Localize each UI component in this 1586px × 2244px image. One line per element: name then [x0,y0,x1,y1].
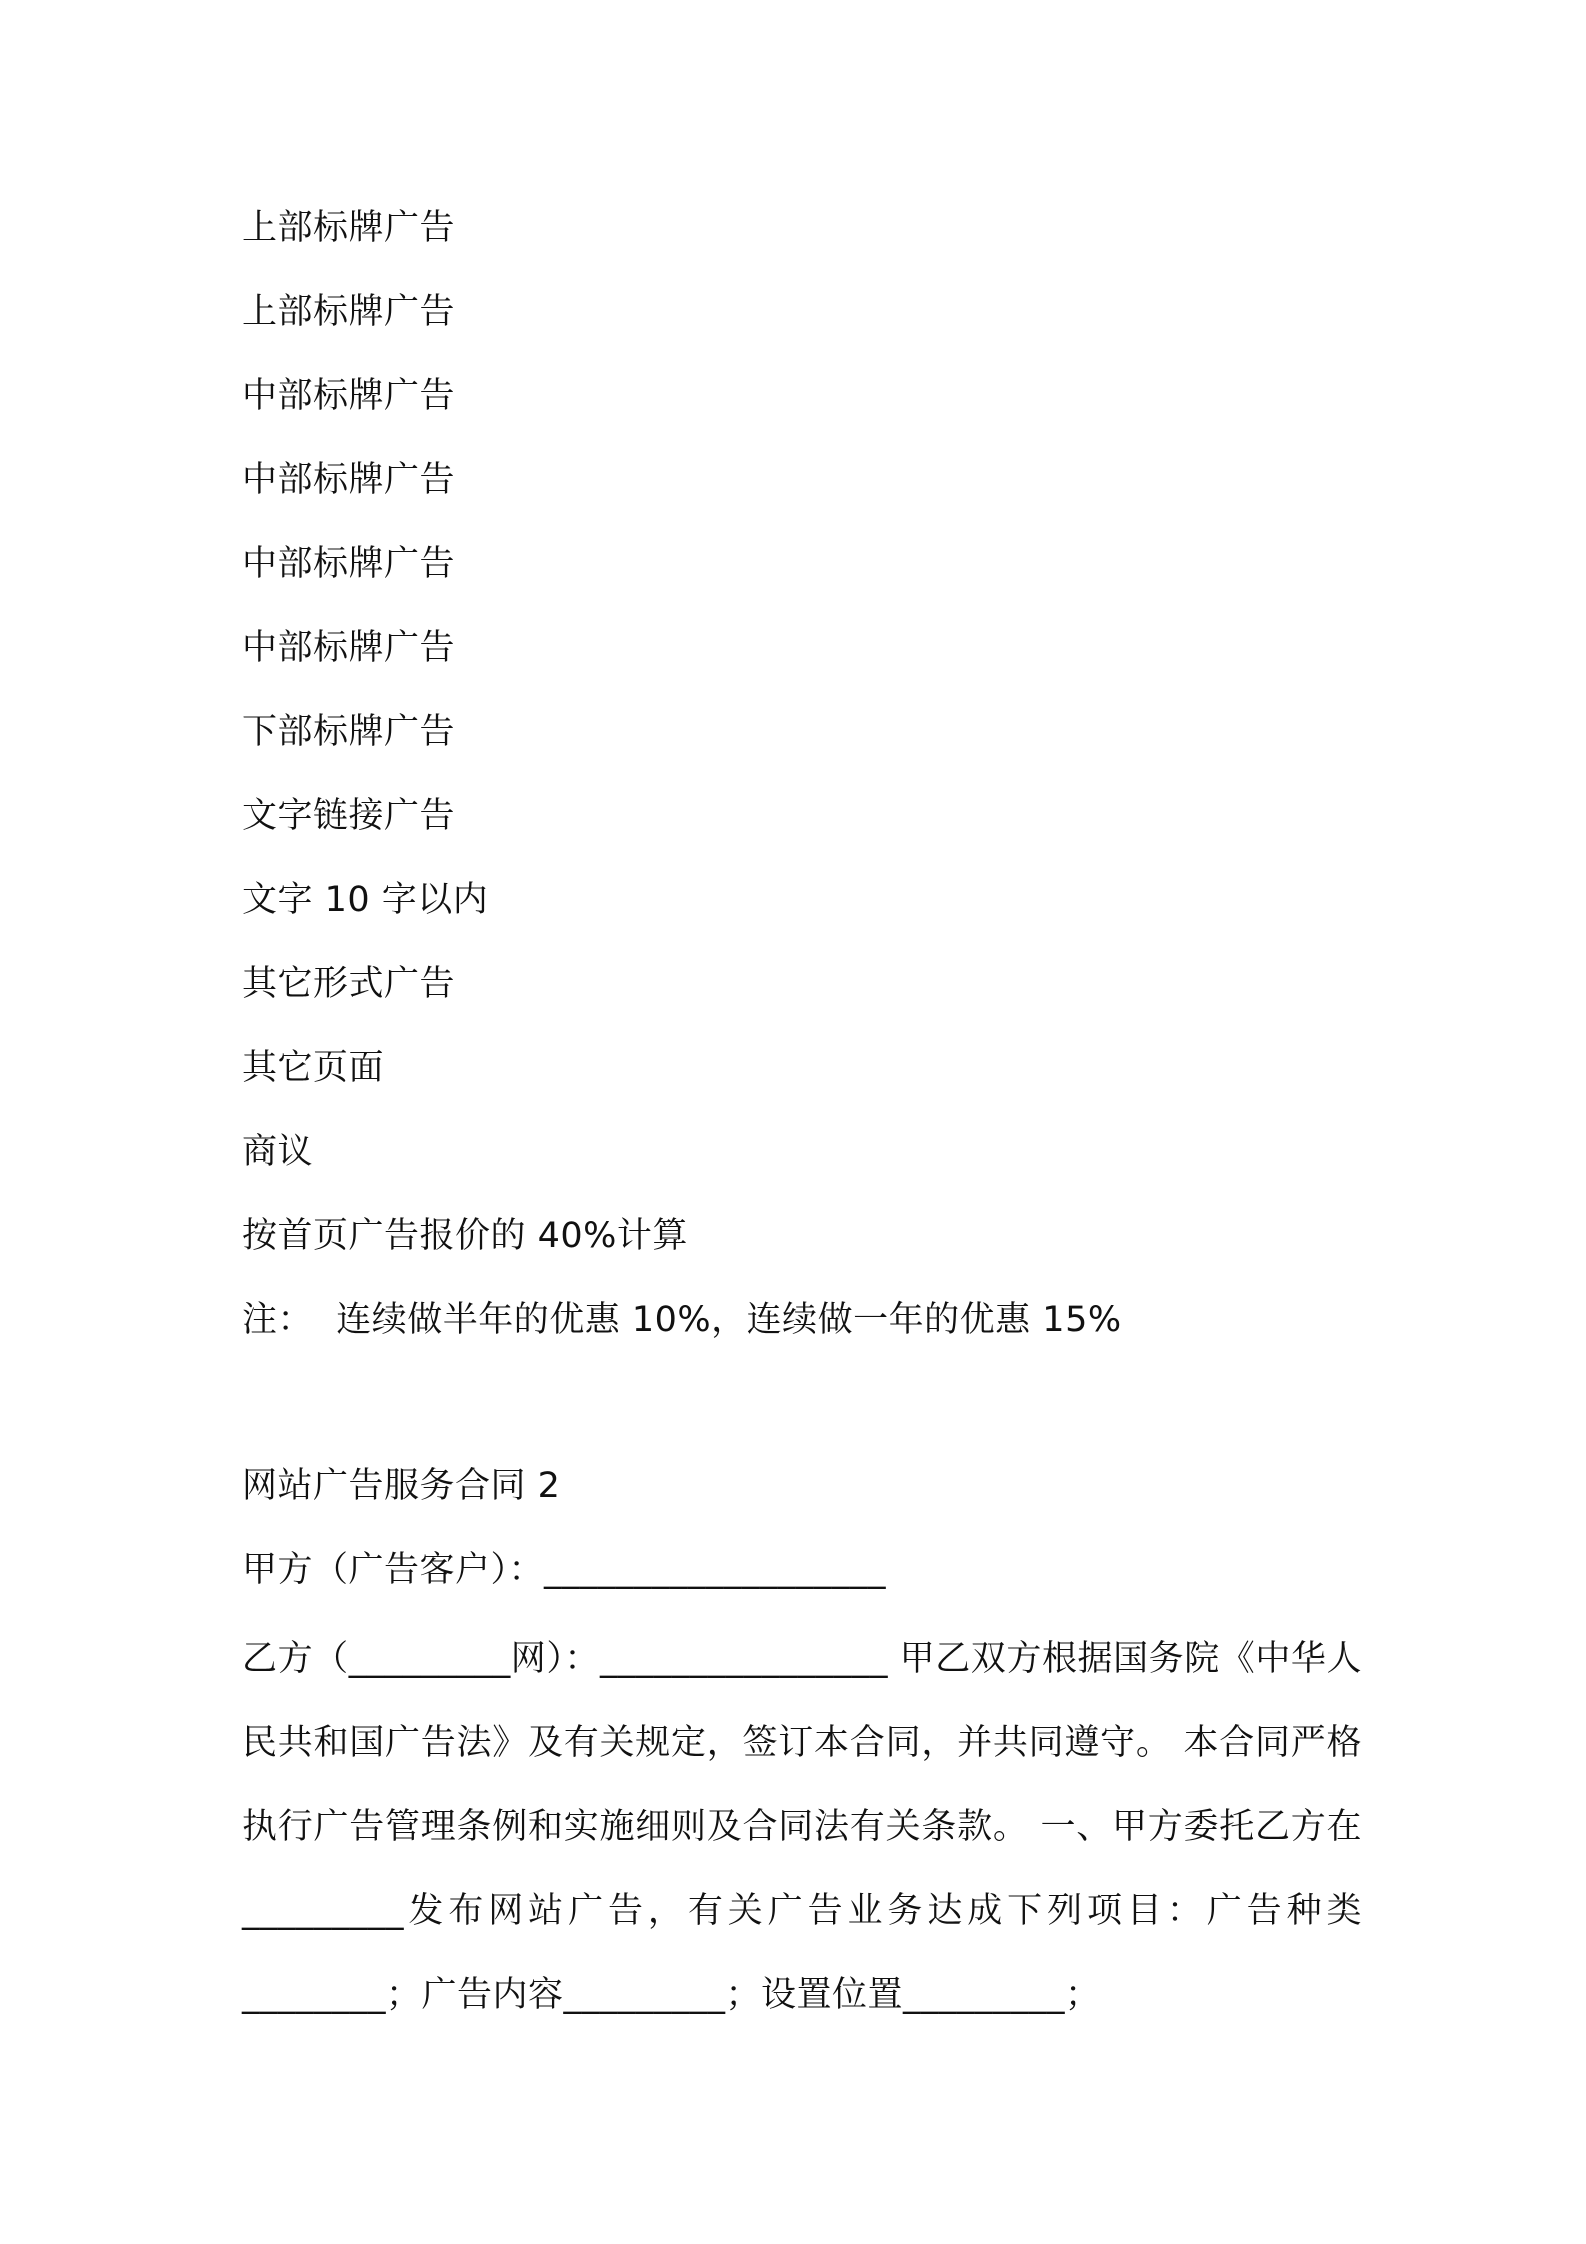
price-item-1: 上部标牌广告 [242,208,456,248]
contract-body-paragraph [242,1617,1362,2037]
price-item-3: 中部标牌广告 [242,376,456,416]
price-item-13: 按首页广告报价的 40%计算 [242,1216,688,1256]
price-item-12: 商议 [242,1132,314,1172]
price-item-5: 中部标牌广告 [242,544,456,584]
price-item-7: 下部标牌广告 [242,712,456,752]
price-item-10: 其它形式广告 [242,964,456,1004]
price-item-11: 其它页面 [242,1048,385,1088]
party-a-line: 甲方（广告客户）：___________________ [242,1550,887,1590]
contract-body-text: 乙方（_________网）：________________ 甲乙双方根据国务院《中华人民共和国广告法》及有关规定，签订本合同，并共同遵守。 本合同严格执行广告管理条例和实施细则及合同法有关条款。 一、甲方委托乙方在_________发布网站广告，有关广告业务达成下列项目：广告种类________；广告内容_________；设置位置_________； [242,1639,1362,2015]
price-item-8: 文字链接广告 [242,796,456,836]
price-item-2: 上部标牌广告 [242,292,456,332]
price-item-6: 中部标牌广告 [242,628,456,668]
price-item-4: 中部标牌广告 [242,460,456,500]
price-item-9: 文字 10 字以内 [242,880,489,920]
contract-title: 网站广告服务合同 2 [242,1466,561,1506]
discount-note: 注： 连续做半年的优惠 10%，连续做一年的优惠 15% [242,1300,1122,1340]
